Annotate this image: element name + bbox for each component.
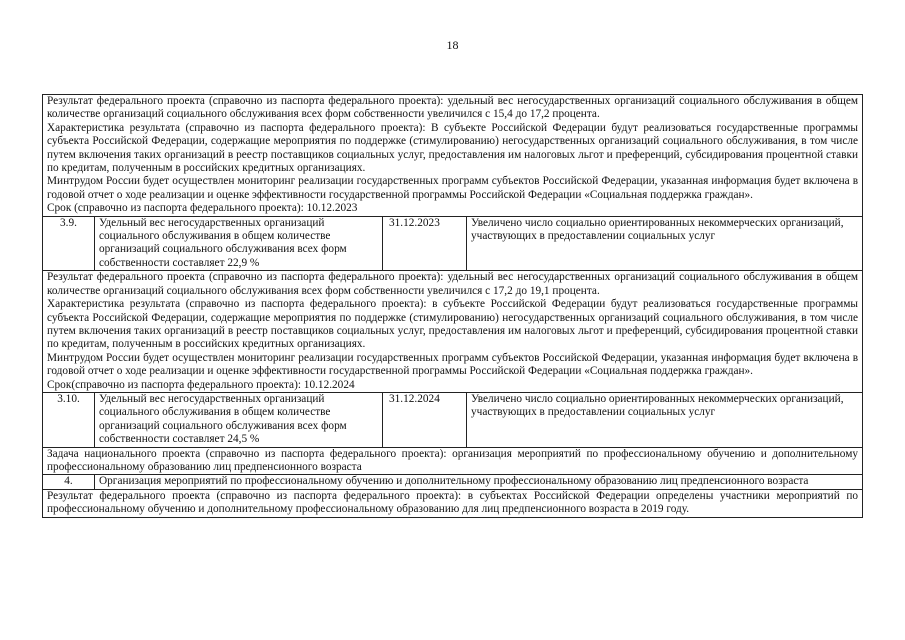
national-task-block <box>43 447 863 475</box>
task-text: Задача национального проекта (справочно из паспорта федерального проекта): организация мероприятий по профессиональному обучению и дополнительному профессиональному образованию лиц предпенсионного возраста <box>47 447 859 473</box>
row-number: 3.10. <box>43 392 95 447</box>
indicator-name: Удельный вес негосударственных организаций социального обслуживания в общем количестве организаций социального обслуживания всех форм собственности составляет 22,9 % <box>95 216 383 271</box>
monitoring-text: Минтрудом России будет осуществлен мониторинг реализации государственных программ субъектов Российской Федерации, указанная информация будет включена в годовой отчет о ходе реализации и оценке эффективности государственной программы Российской Федерации «Социальная поддержка граждан». <box>47 175 859 201</box>
federal-result-block <box>43 95 863 217</box>
row-number: 3.9. <box>43 216 95 271</box>
result-text: Результат федерального проекта (справочно из паспорта федерального проекта): удельный вес негосударственных организаций социального обслуживания в общем количестве организаций социального обслуживания всех форм собственности увеличился с 15,4 до 17,2 процента. <box>47 95 859 121</box>
span-cell <box>43 271 863 393</box>
characteristic-text: Характеристика результата (справочно из паспорта федерального проекта): в субъекте Российской Федерации будут реализоваться государственные программы субъекта Российской Федерации, содержащие мероприятия по поддержке (стимулированию) негосударственных организаций социального обслуживания, в том числе путем включения таких организаций в реестр поставщиков социальных услуг, предоставления им налоговых льгот и преференций, субсидирования процентной ставки по кредитам, полученным в российских кредитных организациях. <box>47 298 859 351</box>
row-number: 4. <box>43 475 95 489</box>
indicator-name: Удельный вес негосударственных организаций социального обслуживания в общем количестве организаций социального обслуживания всех форм собственности составляет 24,5 % <box>95 392 383 447</box>
result-text: Результат федерального проекта (справочно из паспорта федерального проекта): удельный вес негосударственных организаций социального обслуживания в общем количестве организаций социального обслуживания всех форм собственности увеличился с 17,2 до 19,1 процента. <box>47 271 859 297</box>
federal-result-block <box>43 271 863 393</box>
deadline-text: Срок (справочно из паспорта федерального проекта): 10.12.2023 <box>47 202 358 215</box>
due-date: 31.12.2023 <box>383 216 467 271</box>
characteristic-text: Характеристика результата (справочно из паспорта федерального проекта): В субъекте Российской Федерации будут реализоваться государственные программы субъекта Российской Федерации, содержащие мероприятия по поддержке (стимулированию) негосударственных организаций социального обслуживания, в том числе путем включения таких организаций в реестр поставщиков социальных услуг, предоставления им налоговых льгот и преференций, субсидирования процентной ставки по кредитам, полученным в российских кредитных организациях. <box>47 121 859 175</box>
activity-name: Организация мероприятий по профессиональному обучению и дополнительному профессиональному образованию лиц предпенсионного возраста <box>95 475 863 489</box>
span-cell <box>43 95 863 217</box>
federal-result-block <box>43 489 863 517</box>
span-cell <box>43 447 863 475</box>
span-cell <box>43 489 863 517</box>
monitoring-text: Минтрудом России будет осуществлен мониторинг реализации государственных программ субъектов Российской Федерации, указанная информация будет включена в годовой отчет о ходе реализации и оценке эффективности государственной программы Российской Федерации «Социальная поддержка граждан». <box>47 351 859 378</box>
deadline-text: Срок(справочно из паспорта федерального проекта): 10.12.2024 <box>47 378 355 391</box>
plan-table <box>42 94 863 518</box>
result-text: Результат федерального проекта (справочно из паспорта федерального проекта): в субъектах Российской Федерации определены участники мероприятий по профессиональному обучению и дополнительному профессиональному образованию для лиц предпенсионного возраста в 2019 году. <box>47 489 859 516</box>
expected-result: Увеличено число социально ориентированных некоммерческих организаций, участвующих в предоставлении социальных услуг <box>467 392 863 447</box>
table-row <box>43 392 863 447</box>
page-number: 18 <box>446 38 459 52</box>
expected-result: Увеличено число социально ориентированных некоммерческих организаций, участвующих в предоставлении социальных услуг <box>467 216 863 271</box>
table-row <box>43 216 863 271</box>
table-row <box>43 475 863 489</box>
due-date: 31.12.2024 <box>383 392 467 447</box>
